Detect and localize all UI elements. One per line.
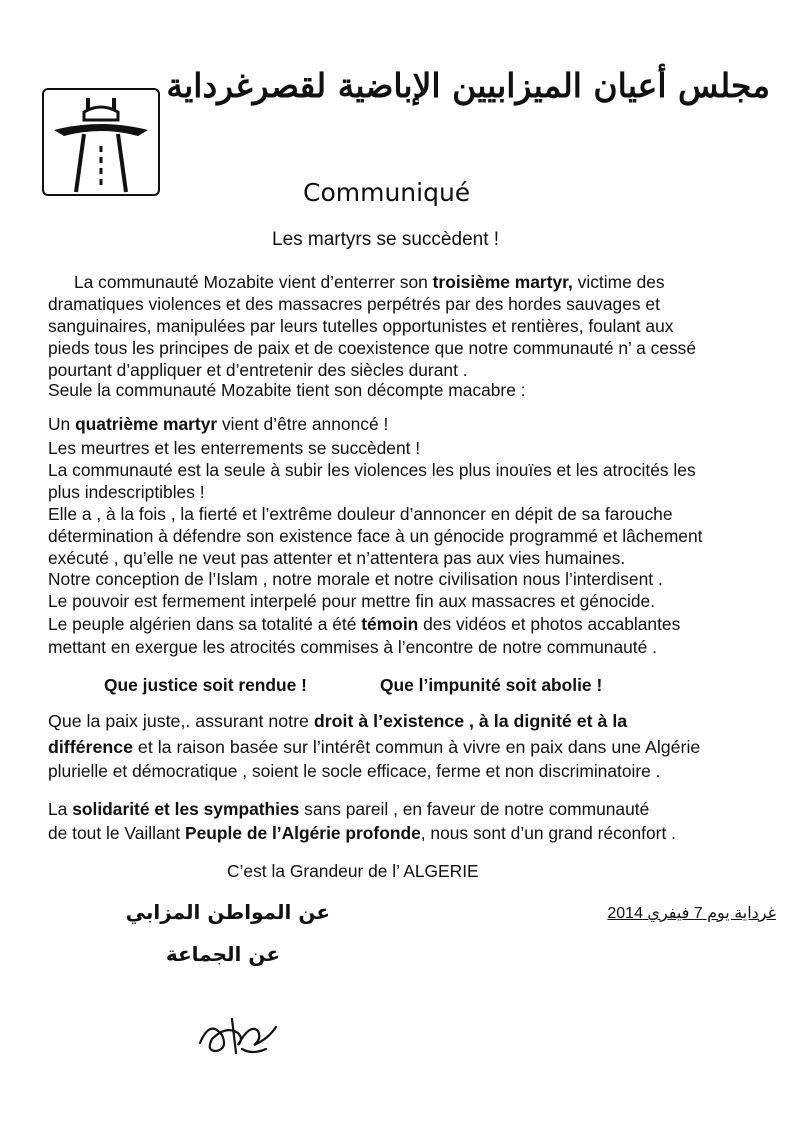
p1-line5: pourtant d’appliquer et d’entretenir des siècles durant . <box>48 360 468 380</box>
p3-line1: Que la paix juste,. assurant notre droit à l’existence , à la dignité et à la <box>48 711 628 731</box>
p2-line1: Un quatrième martyr vient d’être annoncé ! <box>48 414 389 434</box>
slogan-impunity: Que l’impunité soit abolie ! <box>380 675 603 695</box>
p2-line7: exécuté , qu’elle ne veut pas attenter et n’attentera pas aux vies humaines. <box>48 548 626 568</box>
p1-line1: La communauté Mozabite vient d’enterrer son troisième martyr, victime des <box>74 272 665 292</box>
p2-line5: Elle a , à la fois , la fierté et l’extrême douleur d’annoncer en dépit de sa farouche <box>48 504 673 524</box>
p1-line3: sanguinaires, manipulées par leurs tutelles opportunistes et rentières, foulant aux <box>48 316 674 336</box>
closing-line: C’est la Grandeur de l’ ALGERIE <box>227 861 479 881</box>
subtitle: Les martyrs se succèdent ! <box>272 229 500 250</box>
p4-line1: La solidarité et les sympathies sans pareil , en faveur de notre communauté <box>48 799 650 819</box>
p2-line9: Le pouvoir est fermement interpelé pour mettre fin aux massacres et génocide. <box>48 591 656 611</box>
p1-line6: Seule la communauté Mozabite tient son décompte macabre : <box>48 380 526 400</box>
p2-line10: Le peuple algérien dans sa totalité a été témoin des vidéos et photos accablantes <box>48 614 681 634</box>
p2-line11: mettant en exergue les atrocités commises à l’encontre de notre communauté . <box>48 637 657 657</box>
p2-line6: détermination à défendre son existence face à un génocide programmé et lâchement <box>48 526 703 546</box>
council-header: مجلس أعيان الميزابيين الإباضية لقصرغرداية <box>166 66 770 105</box>
p2-line4: plus indescriptibles ! <box>48 482 205 502</box>
document-date: غرداية يوم 7 فيفري 2014 <box>607 905 776 922</box>
signoff-citizen: عن المواطن المزابي <box>125 900 330 924</box>
p3-line2: différence et la raison basée sur l’intérêt commun à vivre en paix dans une Algérie <box>48 737 701 757</box>
page-title: Communiqué <box>303 178 471 207</box>
p3-line3: plurielle et démocratique , soient le socle efficace, ferme et non discriminatoire . <box>48 761 661 781</box>
slogan-justice: Que justice soit rendue ! <box>104 675 307 695</box>
p1-line2: dramatiques violences et des massacres perpétrés par des hordes sauvages et <box>48 294 660 314</box>
p2-line2: Les meurtres et les enterrements se succèdent ! <box>48 438 421 458</box>
minaret-icon <box>44 90 158 194</box>
council-logo <box>42 88 160 196</box>
p2-line3: La communauté est la seule à subir les violences les plus inouïes et les atrocités les <box>48 460 696 480</box>
p2-line8: Notre conception de l’Islam , notre morale et notre civilisation nous l’interdisent . <box>48 569 663 589</box>
signoff-community: عن الجماعة <box>165 942 280 966</box>
p4-line2: de tout le Vaillant Peuple de l’Algérie profonde, nous sont d’un grand réconfort . <box>48 823 676 843</box>
signature-icon <box>192 1005 292 1065</box>
p1-line4: pieds tous les principes de paix et de coexistence que notre communauté n’ a cessé <box>48 338 697 358</box>
